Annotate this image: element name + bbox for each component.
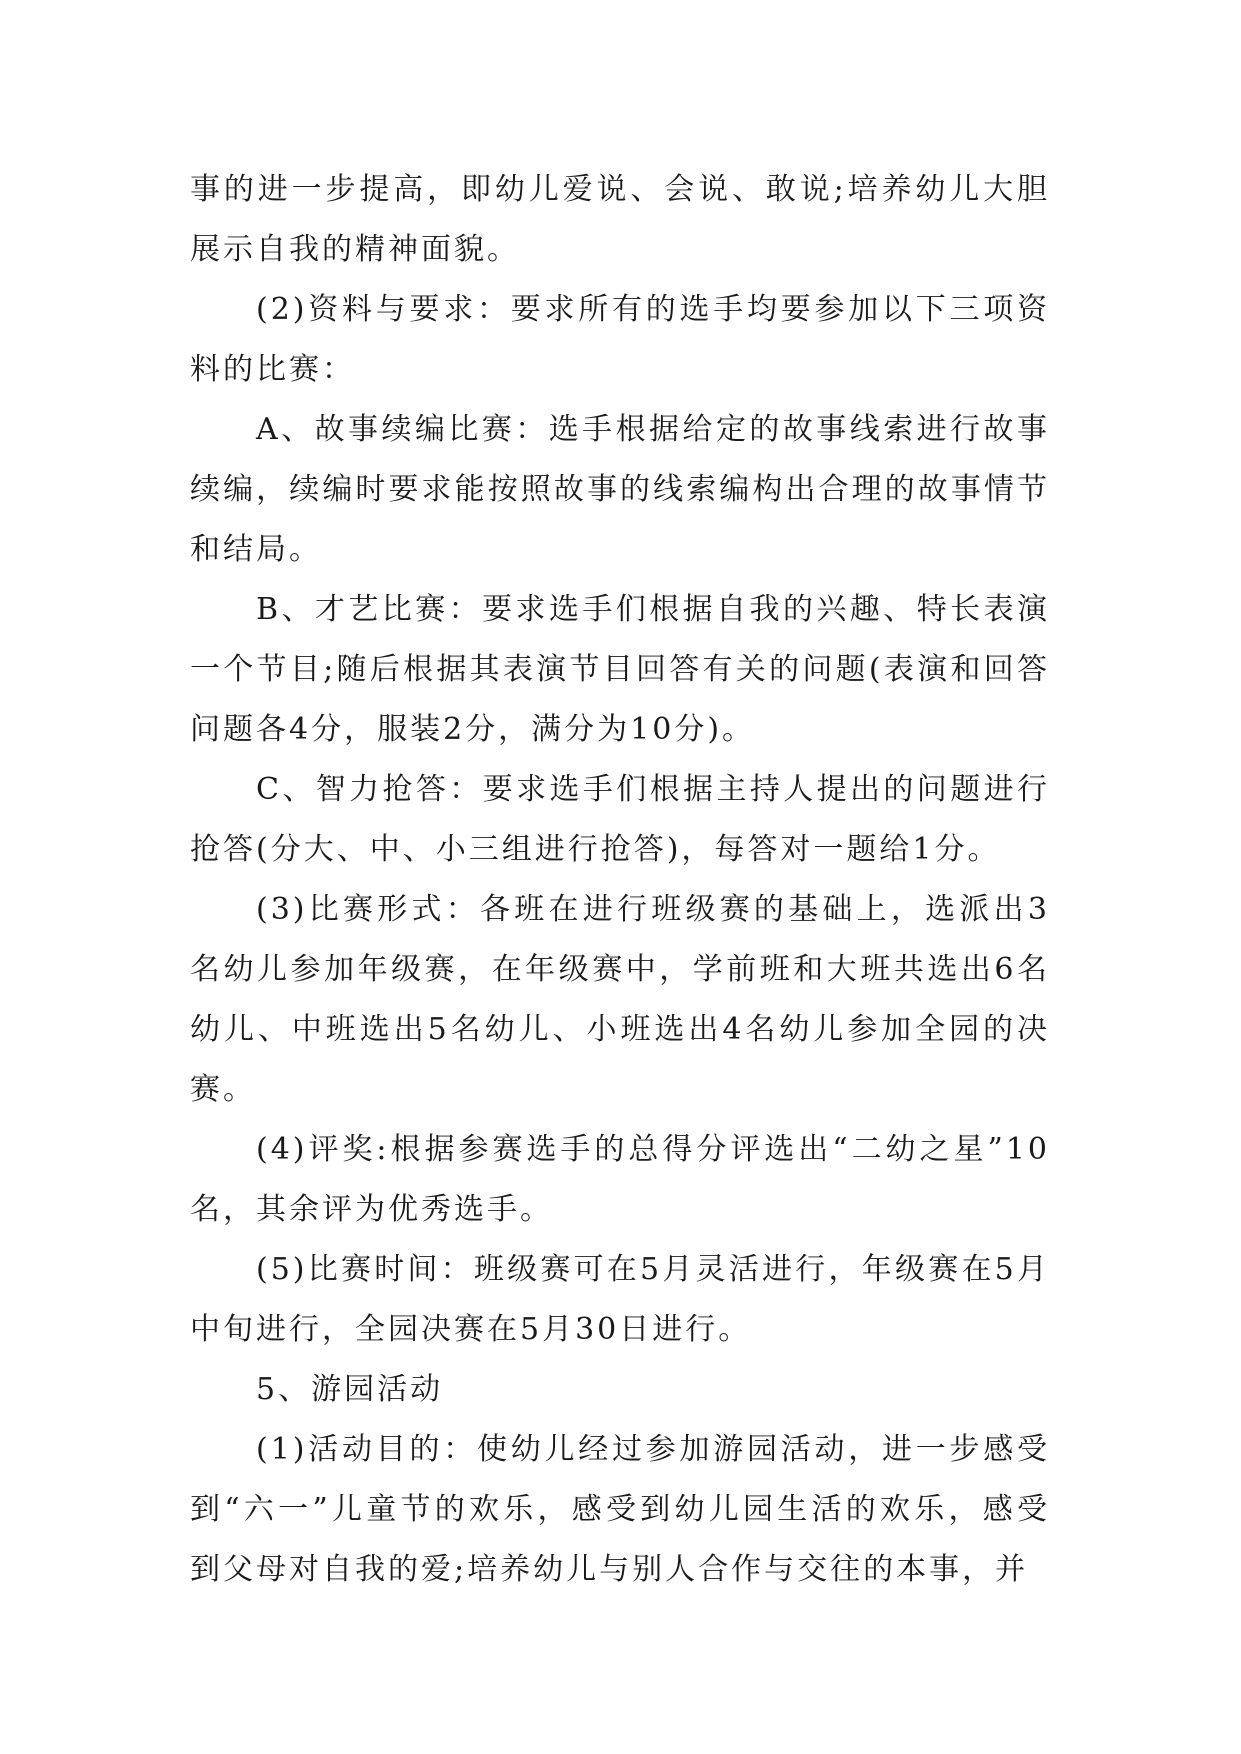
- paragraph-awards: (4)评奖:根据参赛选手的总得分评选出“二幼之星”10名，其余评为优秀选手。: [190, 1132, 1050, 1227]
- paragraph-activity-purpose: (1)活动目的：使幼儿经过参加游园活动，进一步感受到“六一”儿童节的欢乐，感受到幼儿园生活的欢乐，感受到父母对自我的爱;培养幼儿与别人合作与交往的本事，并: [190, 1432, 1050, 1587]
- section-heading-garden-activity: 5、游园活动: [256, 1372, 444, 1407]
- paragraph-intro-continuation: 事的进一步提高，即幼儿爱说、会说、敢说;培养幼儿大胆展示自我的精神面貌。: [190, 172, 1050, 267]
- paragraph-quiz-contest: C、智力抢答：要求选手们根据主持人提出的问题进行抢答(分大、中、小三组进行抢答)，每答对一题给1分。: [190, 772, 1050, 867]
- paragraph-talent-contest: B、才艺比赛：要求选手们根据自我的兴趣、特长表演一个节目;随后根据其表演节目回答有关的问题(表演和回答问题各4分，服装2分，满分为10分)。: [190, 592, 1050, 747]
- paragraph-story-continuation-contest: A、故事续编比赛：选手根据给定的故事线索进行故事续编，续编时要求能按照故事的线索编构出合理的故事情节和结局。: [190, 412, 1050, 567]
- document-body: [190, 160, 1050, 1600]
- paragraph-competition-format: (3)比赛形式：各班在进行班级赛的基础上，选派出3名幼儿参加年级赛，在年级赛中，学前班和大班共选出6名幼儿、中班选出5名幼儿、小班选出4名幼儿参加全园的决赛。: [190, 892, 1050, 1107]
- paragraph-materials-requirements: (2)资料与要求：要求所有的选手均要参加以下三项资料的比赛：: [190, 292, 1050, 387]
- paragraph-competition-time: (5)比赛时间：班级赛可在5月灵活进行，年级赛在5月中旬进行，全园决赛在5月30日进行。: [190, 1252, 1050, 1347]
